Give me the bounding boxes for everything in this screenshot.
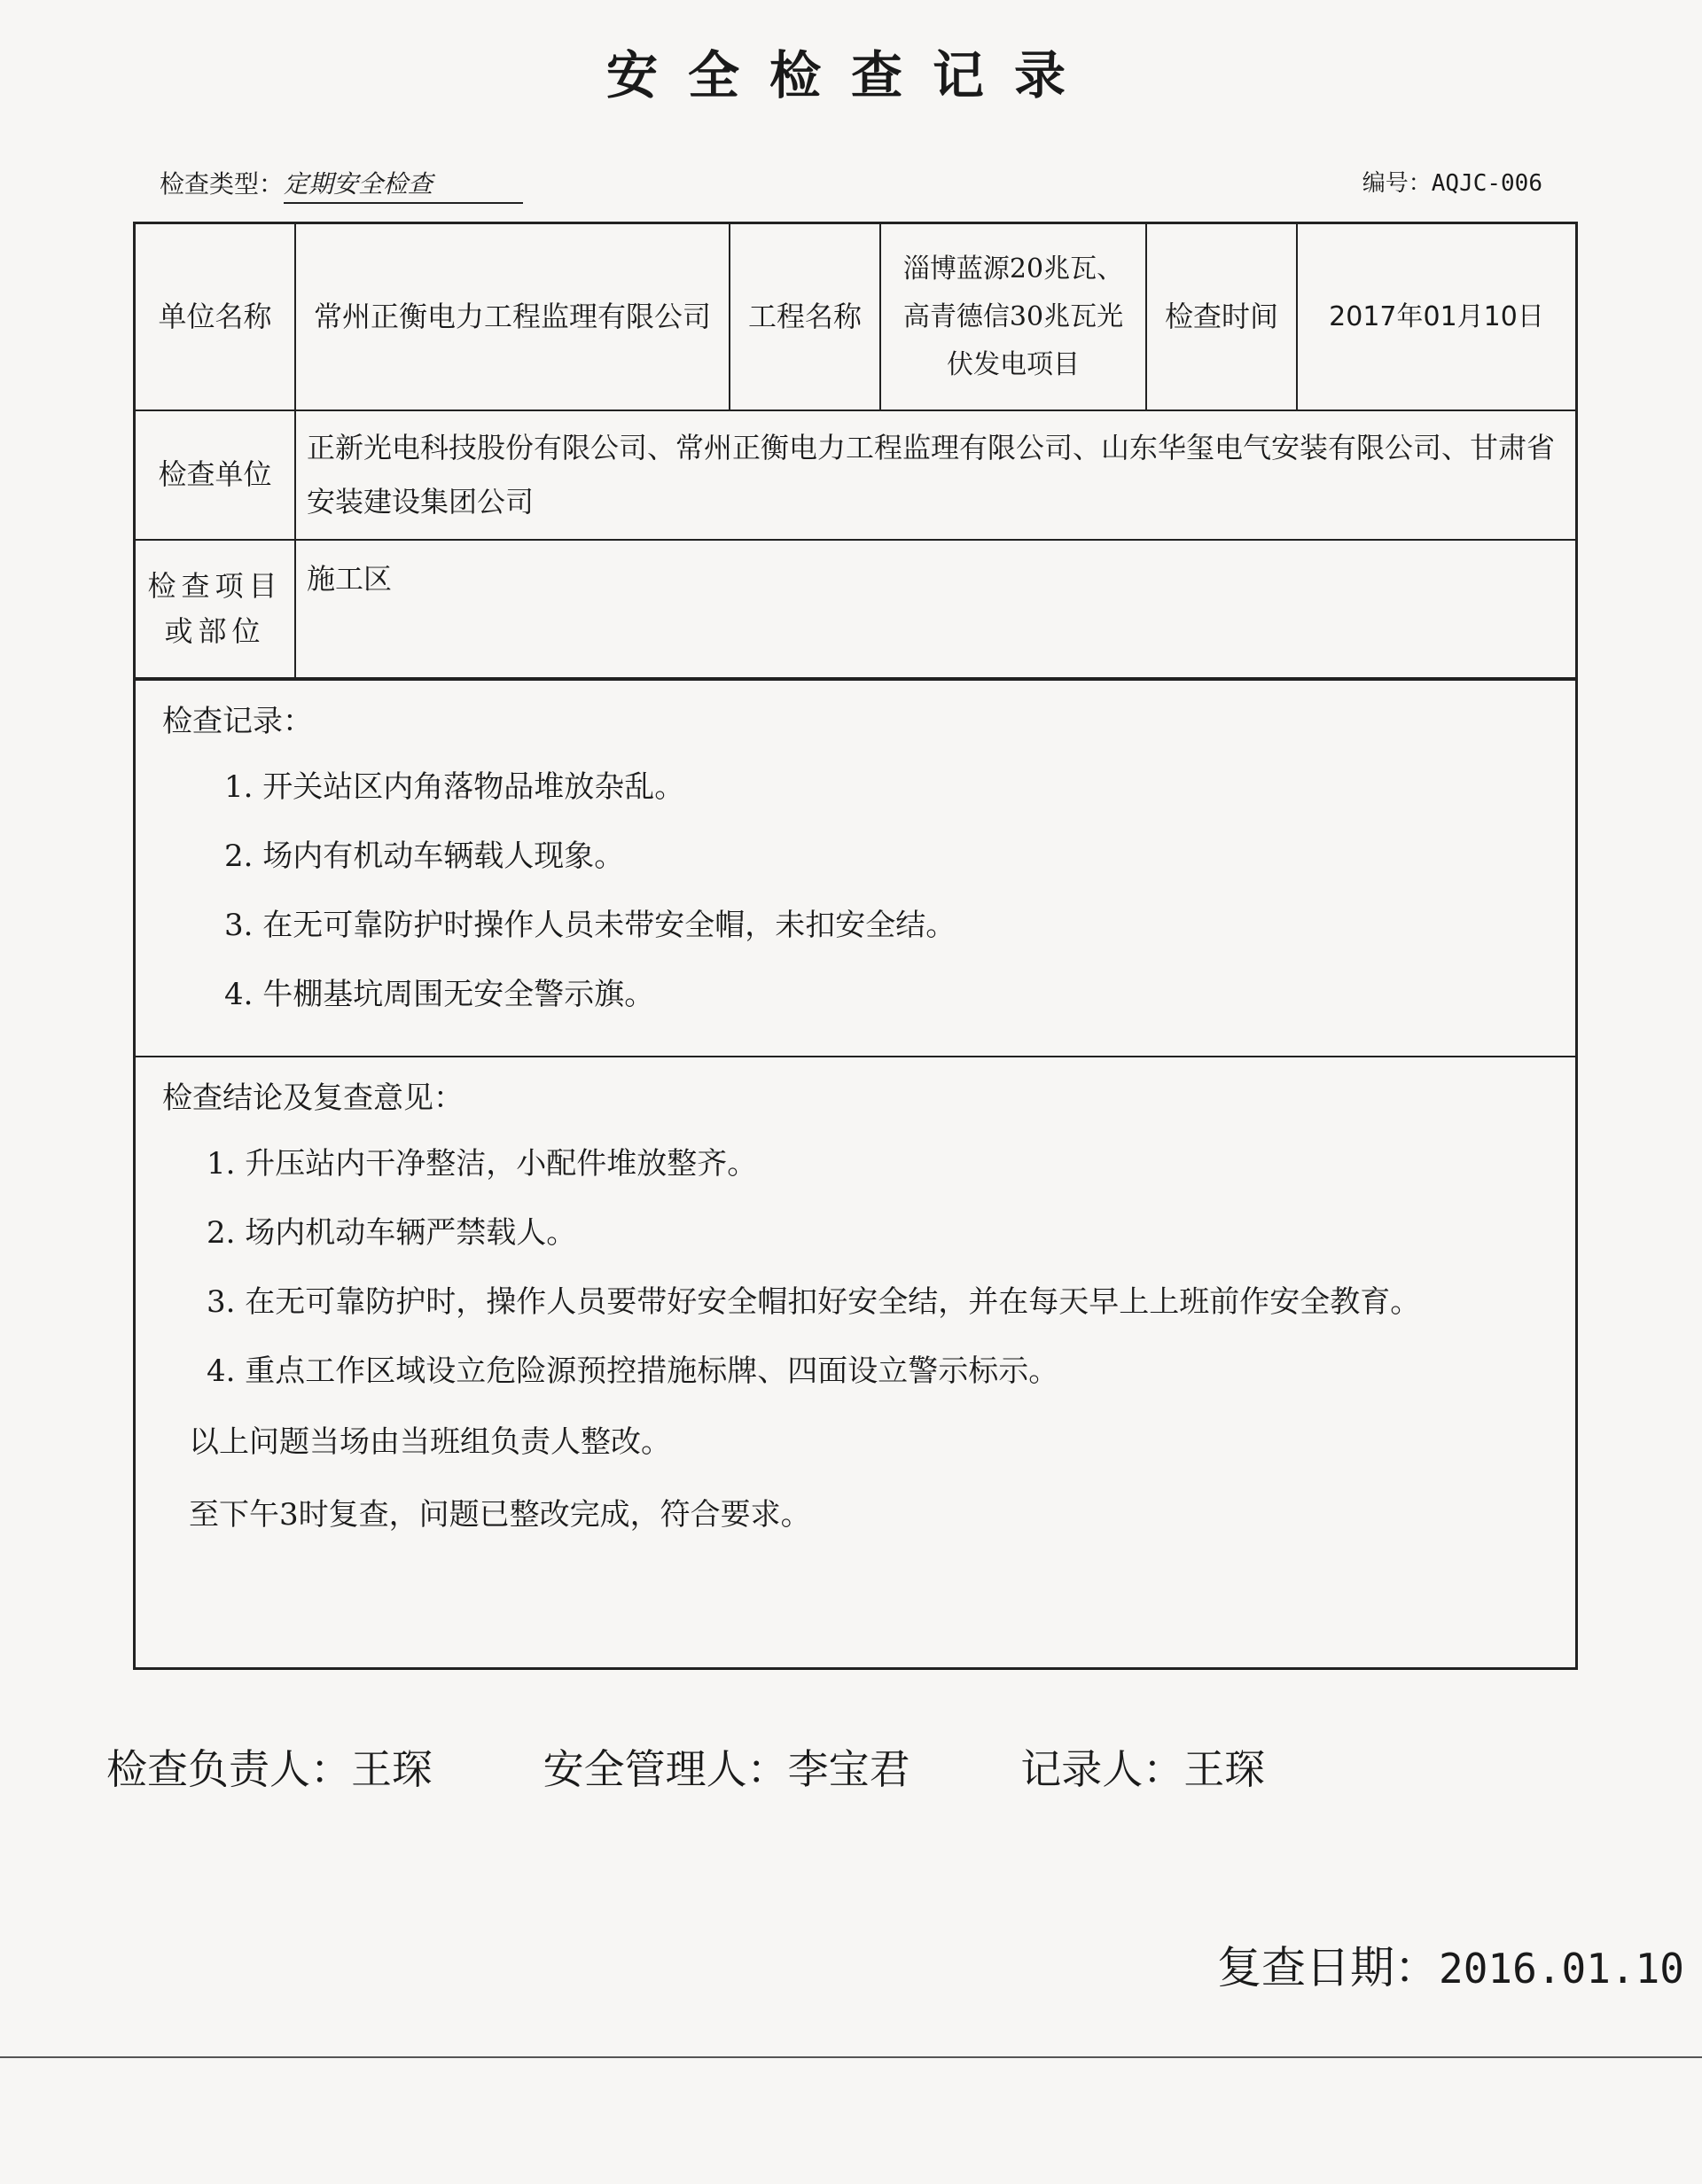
record-item: 4. 牛棚基坑周围无安全警示旗。 [224, 977, 655, 1012]
inspecting-unit-label: 检查单位 [136, 410, 295, 540]
unit-name-value: 常州正衡电力工程监理有限公司 [295, 224, 730, 410]
record-item: 2. 场内有机动车辆载人现象。 [224, 838, 625, 874]
conclusion-note: 至下午3时复查，问题已整改完成，符合要求。 [189, 1497, 811, 1533]
conclusion-item: 2. 场内机动车辆严禁载人。 [207, 1215, 577, 1251]
conclusion-item: 1. 升压站内干净整洁，小配件堆放整齐。 [207, 1146, 758, 1182]
project-name-value: 淄博蓝源20兆瓦、高青德信30兆瓦光伏发电项目 [880, 224, 1146, 410]
inspection-item-value: 施工区 [295, 540, 1575, 678]
conclusion-heading: 检查结论及复查意见： [162, 1080, 464, 1116]
document-code [1362, 165, 1542, 198]
record-section [136, 679, 1575, 1056]
inspection-type-value: 定期安全检查 [284, 165, 523, 204]
review-date [1217, 1932, 1684, 1996]
conclusion-note: 以上问题当场由当班组负责人整改。 [189, 1424, 671, 1460]
project-name-label: 工程名称 [730, 224, 880, 410]
info-table [136, 224, 1575, 679]
review-date-label: 复查日期： [1217, 1942, 1440, 1993]
page-title: 安全检查记录 [605, 45, 1096, 105]
inspection-form [133, 222, 1578, 1670]
signatures [106, 1737, 1569, 1796]
conclusion-section [136, 1056, 1575, 1667]
recorder-signature: 记录人：王琛 [1020, 1745, 1266, 1793]
record-heading: 检查记录： [162, 704, 313, 739]
inspection-type-label: 检查类型： [160, 169, 285, 199]
conclusion-item: 3. 在无可靠防护时，操作人员要带好安全帽扣好安全结，并在每天早上上班前作安全教育。 [207, 1284, 1421, 1320]
conclusion-item: 4. 重点工作区域设立危险源预控措施标牌、四面设立警示标示。 [207, 1353, 1059, 1389]
inspection-type [160, 165, 523, 204]
review-date-value: 2016.01.10 [1439, 1945, 1684, 1993]
document-code-value: AQJC-006 [1431, 170, 1542, 197]
inspector-signature: 检查负责人：王琛 [106, 1745, 433, 1793]
page-bottom-divider [0, 2056, 1702, 2058]
unit-name-label: 单位名称 [136, 224, 295, 410]
inspection-time-value: 2017年01月10日 [1297, 224, 1575, 410]
inspection-item-label: 检查项目或部位 [136, 540, 295, 678]
safety-manager-signature: 安全管理人：李宝君 [543, 1745, 910, 1793]
record-item: 3. 在无可靠防护时操作人员未带安全帽，未扣安全结。 [224, 908, 956, 943]
document-code-label: 编号： [1362, 170, 1432, 197]
record-item: 1. 开关站区内角落物品堆放杂乱。 [224, 769, 685, 805]
inspection-time-label: 检查时间 [1146, 224, 1297, 410]
inspecting-unit-value: 正新光电科技股份有限公司、常州正衡电力工程监理有限公司、山东华玺电气安装有限公司、甘肃省安装建设集团公司 [295, 410, 1575, 540]
